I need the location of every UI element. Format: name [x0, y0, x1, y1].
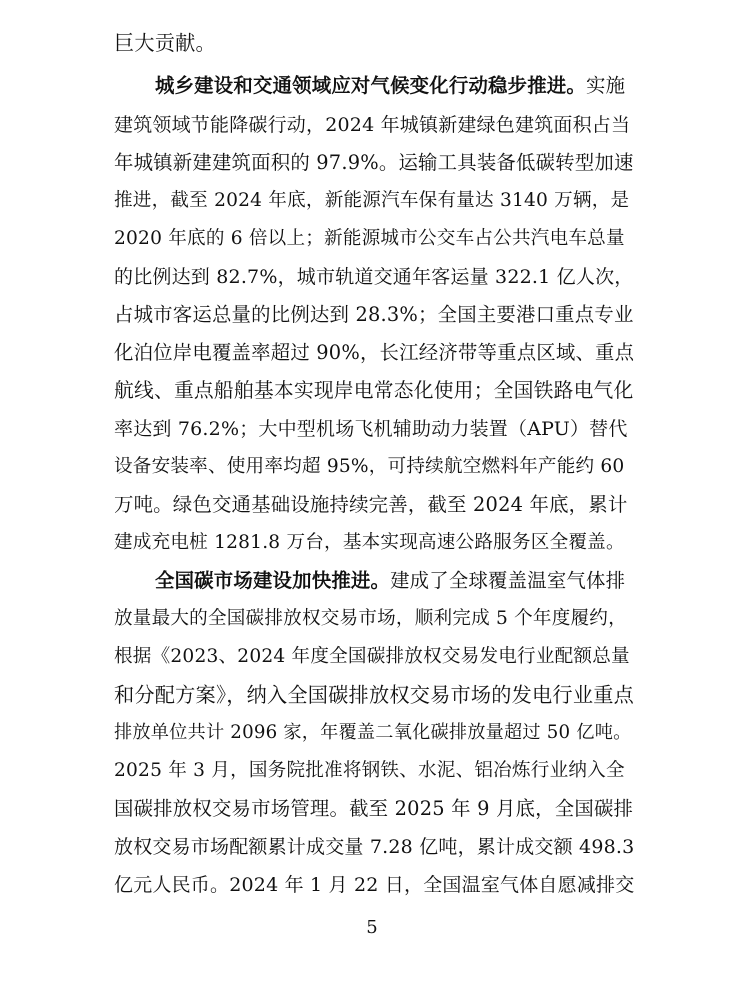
paragraph-line: 的比例达到 82.7%，城市轨道交通年客运量 322.1 亿人次，: [114, 266, 634, 288]
paragraph-line: 万吨。绿色交通基础设施持续完善，截至 2024 年底，累计: [114, 493, 628, 516]
paragraph-line: 国碳排放权交易市场管理。截至 2025 年 9 月底，全国碳排: [114, 797, 634, 820]
paragraph-line: 建成充电桩 1281.8 万台，基本实现高速公路服务区全覆盖。: [114, 532, 625, 553]
paragraph-line: 亿元人民币。2024 年 1 月 22 日，全国温室气体自愿减排交: [114, 874, 635, 896]
paragraph-line: 2025 年 3 月，国务院批准将钢铁、水泥、铝冶炼行业纳入全: [114, 760, 625, 781]
paragraph-line: 率达到 76.2%；大中型机场飞机辅助动力装置（APU）替代: [114, 418, 628, 440]
paragraph-line: 根据《2023、2024 年度全国碳排放权交易发电行业配额总量: [114, 646, 630, 667]
paragraph-line: 占城市客运总量的比例达到 28.3%；全国主要港口重点专业: [114, 303, 634, 326]
paragraph-line: 化泊位岸电覆盖率超过 90%，长江经济带等重点区域、重点: [114, 341, 635, 364]
paragraph-line: 年城镇新建建筑面积的 97.9%。运输工具装备低碳转型加速: [114, 151, 634, 174]
paragraph-line: 放权交易市场配额累计成交量 7.28 亿吨，累计成交额 498.3: [114, 836, 635, 858]
paragraph-line: 航线、重点船舶基本实现岸电常态化使用；全国铁路电气化: [114, 379, 634, 402]
paragraph-line: 放量最大的全国碳排放权交易市场，顺利完成 5 个年度履约，: [114, 608, 627, 629]
paragraph-text: 实施: [586, 74, 626, 97]
paragraph-line: 和分配方案》，纳入全国碳排放权交易市场的发电行业重点: [114, 683, 634, 707]
paragraph-line: 巨大贡献。: [114, 31, 216, 55]
paragraph-text: 建成了全球覆盖温室气体排: [390, 569, 626, 592]
paragraph-heading: 城乡建设和交通领域应对气候变化行动稳步推进。: [155, 74, 586, 97]
paragraph-first-line: [155, 68, 634, 104]
paragraph-line: 设备安装率、使用率均超 95%，可持续航空燃料年产能约 60: [114, 456, 625, 477]
page-number: 5: [366, 917, 378, 938]
paragraph-first-line: [155, 563, 634, 599]
paragraph-line: 建筑领域节能降碳行动，2024 年城镇新建绿色建筑面积占当: [114, 114, 631, 136]
paragraph-line: 2020 年底的 6 倍以上；新能源城市公交车占公共汽电车总量: [114, 228, 625, 249]
paragraph-line: 排放单位共计 2096 家，年覆盖二氧化碳排放量超过 50 亿吨。: [114, 722, 632, 743]
paragraph-heading: 全国碳市场建设加快推进。: [155, 569, 391, 592]
paragraph-line: 推进，截至 2024 年底，新能源汽车保有量达 3140 万辆，是: [114, 190, 630, 211]
